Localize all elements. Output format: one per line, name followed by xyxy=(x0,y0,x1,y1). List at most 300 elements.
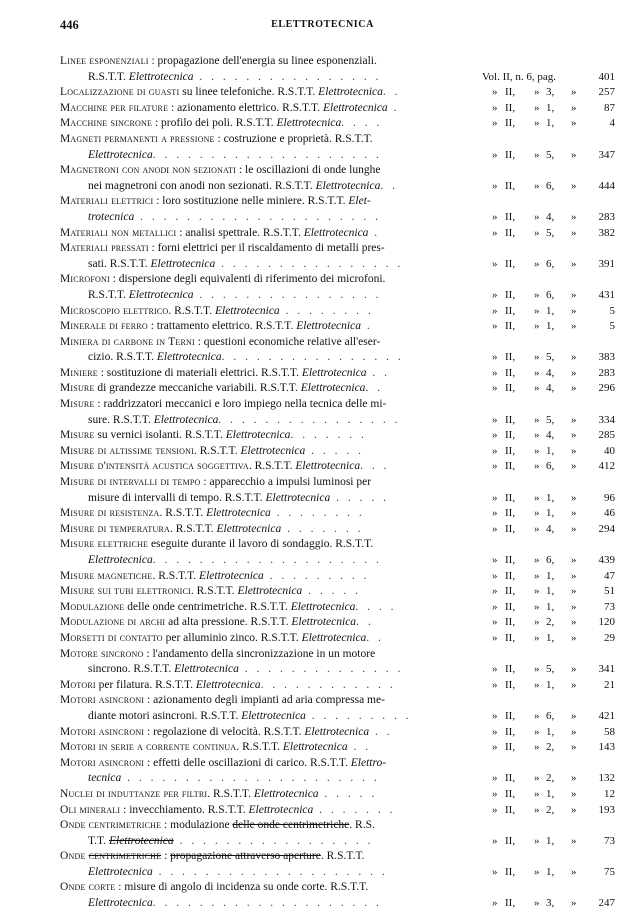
ditto-mark: » xyxy=(534,663,540,676)
reference-page: 29 xyxy=(604,631,615,644)
ditto-mark: » xyxy=(492,491,498,504)
ditto-mark: » xyxy=(534,257,540,270)
ditto-mark: » xyxy=(492,725,498,738)
ditto-mark: » xyxy=(534,585,540,598)
dot-leader: . . . . . . . . . . . . . . . . xyxy=(215,257,404,270)
reference-page: 75 xyxy=(604,865,615,878)
entry-source: Elettrotecnica xyxy=(225,429,291,442)
ditto-mark: » xyxy=(534,522,540,535)
entry-keyword: Magnetroni con anodi non sezionati xyxy=(60,164,237,177)
reference-volume: II, xyxy=(505,554,516,566)
entry-description: . R.S.T.T. xyxy=(168,304,215,317)
entry-text xyxy=(60,787,377,803)
entry-description: . R.S.T.T. xyxy=(169,522,217,535)
ditto-mark: » xyxy=(571,460,577,473)
index-entry-line xyxy=(60,70,615,86)
ditto-mark: » xyxy=(534,226,540,239)
ditto-mark: » xyxy=(571,382,577,395)
ditto-mark: » xyxy=(534,725,540,738)
entry-text xyxy=(88,709,412,725)
ditto-mark: » xyxy=(492,569,498,582)
ditto-mark: » xyxy=(571,554,577,566)
entry-keyword: Onde xyxy=(60,850,89,863)
index-entry-line xyxy=(60,865,615,881)
entry-description: : analisi spettrale. R.S.T.T. xyxy=(176,226,304,239)
reference-issue: 1, xyxy=(546,865,555,878)
ditto-mark: » xyxy=(571,631,577,644)
reference-page: 87 xyxy=(604,101,615,114)
ditto-mark: » xyxy=(571,491,577,504)
entry-text xyxy=(60,116,382,132)
ditto-mark: » xyxy=(534,491,540,504)
index-entry-line xyxy=(60,194,615,210)
entry-keyword: Misure di resistenza xyxy=(60,507,160,520)
entry-source: Elettrotecnica xyxy=(174,663,239,676)
index-entry-line xyxy=(60,756,615,772)
entry-text xyxy=(60,241,385,257)
index-entry-line xyxy=(60,803,615,819)
entry-description: : misure di angolo di incidenza su onde corte. R.S.T.T. xyxy=(115,881,369,894)
entry-keyword: Onde corte xyxy=(60,881,116,894)
reference-page: 444 xyxy=(598,179,615,192)
reference-page: 247 xyxy=(598,897,615,910)
entry-source: Elettrotecnica xyxy=(195,678,261,691)
ditto-mark: » xyxy=(534,382,540,395)
index-entry-line xyxy=(60,475,615,491)
reference-volume: II, xyxy=(505,709,516,722)
ditto-mark: » xyxy=(492,179,498,192)
ditto-mark: » xyxy=(492,257,498,270)
reference-volume: II, xyxy=(505,600,516,613)
ditto-mark: » xyxy=(492,413,498,426)
entry-keyword: Motori xyxy=(60,678,96,691)
ditto-mark: » xyxy=(571,678,577,691)
ditto-mark: » xyxy=(492,600,498,613)
ditto-mark: » xyxy=(571,663,577,676)
reference-volume: II, xyxy=(505,803,516,816)
entry-text xyxy=(60,163,380,179)
entry-source: Elettrotecnica xyxy=(318,86,383,99)
ditto-mark: » xyxy=(571,897,577,910)
reference-issue: 4, xyxy=(546,382,555,395)
entry-text xyxy=(60,101,399,117)
reference-issue: 6, xyxy=(546,257,555,270)
entry-text xyxy=(60,615,374,631)
entry-keyword: Modulazione xyxy=(60,600,125,613)
entry-keyword: Morsetti di contatto xyxy=(60,631,163,644)
entry-text xyxy=(60,631,384,647)
entry-text xyxy=(60,335,380,351)
ditto-mark: » xyxy=(571,148,577,161)
reference-issue: 5, xyxy=(546,351,555,364)
reference-issue: 4, xyxy=(546,522,555,535)
dot-leader: . . . . . . . . . . . . . . . . xyxy=(218,413,401,426)
entry-source: Elettrotecnica xyxy=(301,366,367,379)
reference-volume: II, xyxy=(505,444,516,457)
ditto-mark: » xyxy=(492,554,498,566)
ditto-mark: » xyxy=(492,616,498,629)
dot-leader: . . . . . . . . . . . . xyxy=(260,678,396,691)
entry-text xyxy=(60,85,401,101)
reference-page: 283 xyxy=(598,366,615,379)
ditto-mark: » xyxy=(571,709,577,722)
entry-keyword: Localizzazione di guasti xyxy=(60,86,180,99)
index-entry-line xyxy=(60,85,615,101)
entry-source: Elettrotecnica xyxy=(290,600,356,613)
reference-issue: 1, xyxy=(546,304,555,317)
entry-keyword: Magneti permanenti a pressione xyxy=(60,132,215,145)
dot-leader: . . . . . . . . . . . . . . . . . . . . xyxy=(152,554,382,566)
entry-text xyxy=(88,491,389,507)
dot-leader: . xyxy=(360,320,373,333)
ditto-mark: » xyxy=(571,101,577,114)
reference-page: 21 xyxy=(604,678,615,691)
index-entry-line xyxy=(60,101,615,117)
entry-source: Elettrotecnica xyxy=(296,320,361,333)
ditto-mark: » xyxy=(571,429,577,442)
reference-page: 296 xyxy=(598,382,615,395)
reference-page: 73 xyxy=(604,600,615,613)
entry-source: Elettrotecnica xyxy=(291,616,357,629)
reference-page: 257 xyxy=(598,86,615,99)
reference-page: 5 xyxy=(609,320,615,333)
reference-volume: II, xyxy=(505,787,516,800)
entry-description: : forni elettrici per il riscaldamento di metalli pres- xyxy=(148,242,385,255)
ditto-mark: » xyxy=(534,366,540,379)
reference-volume: II, xyxy=(505,288,516,301)
reference-issue: 5, xyxy=(546,226,555,239)
entry-description: . R.S.T.T. xyxy=(207,787,254,800)
ditto-mark: » xyxy=(492,382,498,395)
ditto-mark: » xyxy=(534,86,540,99)
reference-issue: 1, xyxy=(546,631,555,644)
reference-volume: II, xyxy=(505,86,516,99)
ditto-mark: » xyxy=(534,320,540,333)
entry-keyword: Materiali non metallici xyxy=(60,226,177,239)
entry-description: : xyxy=(161,850,171,863)
reference-volume: II, xyxy=(505,429,516,442)
entry-description: sincrono. R.S.T.T. xyxy=(88,663,175,676)
ditto-mark: » xyxy=(571,569,577,582)
ditto-mark: » xyxy=(571,226,577,239)
ditto-mark: » xyxy=(571,320,577,333)
dot-leader: . . . . . xyxy=(330,491,389,504)
ditto-mark: » xyxy=(571,444,577,457)
dot-leader: . . . . . xyxy=(318,787,378,800)
page-header xyxy=(60,18,585,34)
ditto-mark: » xyxy=(492,429,498,442)
dot-leader: . . . . . . . . . . . . . . xyxy=(238,663,404,676)
ditto-mark: » xyxy=(492,585,498,598)
entry-text xyxy=(60,319,373,335)
reference-page: 46 xyxy=(604,507,615,520)
entry-description: su linee telefoniche. R.S.T.T. xyxy=(179,86,319,99)
entry-text xyxy=(60,194,371,210)
index-entry-line xyxy=(60,834,615,850)
ditto-mark: » xyxy=(571,117,577,130)
dot-leader: . . xyxy=(366,631,384,644)
entry-text xyxy=(60,475,371,491)
index-entry-line xyxy=(60,709,615,725)
entry-description: : regolazione di velocità. R.S.T.T. xyxy=(144,725,305,738)
entry-keyword: Misure d'intensità acustica soggettiva xyxy=(60,460,249,473)
ditto-mark: » xyxy=(534,600,540,613)
entry-description: : l'andamento della sincronizzazione in un motore xyxy=(143,647,376,660)
reference-volume: II, xyxy=(505,117,516,130)
page-number: 446 xyxy=(60,18,79,32)
dot-leader: . . . xyxy=(360,460,390,473)
dot-leader: . . . . . . . . . . . . . . . . . . . . xyxy=(152,897,382,910)
entry-source: Elettrotecnica xyxy=(315,179,381,192)
entry-text xyxy=(88,148,382,164)
dot-leader: . . . . . . . . xyxy=(279,304,374,317)
entry-text xyxy=(60,459,389,475)
index-entry-line xyxy=(60,818,615,834)
reference-issue: 3, xyxy=(546,86,555,99)
entry-text xyxy=(60,647,375,663)
reference-page: 283 xyxy=(598,210,615,223)
reference-page: 5 xyxy=(609,304,615,317)
ditto-mark: » xyxy=(571,585,577,598)
ditto-mark: » xyxy=(492,772,498,785)
index-entry-line xyxy=(60,491,615,507)
entry-source: Elettrotecnica xyxy=(206,507,271,520)
reference-volume: II, xyxy=(505,179,516,192)
entry-description: di grandezze meccaniche variabili. R.S.T.T. xyxy=(94,382,301,395)
ditto-mark: » xyxy=(534,709,540,722)
ditto-mark: » xyxy=(492,741,498,754)
dot-leader: . . . . . xyxy=(302,585,361,598)
index-entry-line xyxy=(60,569,615,585)
entry-keyword: Microscopio elettrico xyxy=(60,304,169,317)
dot-leader: . . . . . . . . . . . . . . . . xyxy=(221,351,404,364)
reference-issue: 1, xyxy=(546,834,555,847)
dot-leader: . . . . . . . xyxy=(281,522,364,535)
entry-keyword: Misure magnetiche xyxy=(60,569,153,582)
entry-description: misure di intervalli di tempo. R.S.T.T. xyxy=(88,491,266,504)
index-entry-line xyxy=(60,678,615,694)
reference-volume: II, xyxy=(505,897,516,910)
reference-volume: II, xyxy=(505,413,516,426)
dot-leader: . . xyxy=(356,616,374,629)
entry-description: . R.S.T.T. xyxy=(190,585,238,598)
dot-leader: . . . . . . . . . . . . . . . . xyxy=(193,70,382,83)
reference-page: 431 xyxy=(598,288,615,301)
index-entry-line xyxy=(60,444,615,460)
ditto-mark: » xyxy=(534,865,540,878)
index-entry-line xyxy=(60,506,615,522)
ditto-mark: » xyxy=(492,631,498,644)
entry-keyword: Motori in serie a corrente continua xyxy=(60,741,237,754)
reference-page: 382 xyxy=(598,226,615,239)
reference-page: 132 xyxy=(598,772,615,785)
entry-source: Elettrotecnica xyxy=(248,803,314,816)
reference-page: 334 xyxy=(598,413,615,426)
entry-text xyxy=(60,366,390,382)
ditto-mark: » xyxy=(534,148,540,161)
reference-issue: 1, xyxy=(546,787,555,800)
reference-page: 96 xyxy=(604,491,615,504)
entry-description: delle onde centrimetriche xyxy=(232,819,350,832)
reference-page: 412 xyxy=(598,460,615,473)
reference-volume: II, xyxy=(505,101,516,114)
entry-source: Elettrotecnica xyxy=(128,288,194,301)
dot-leader: . . . . . . . . . . . . . . . . . . . . xyxy=(152,148,382,161)
dot-leader: . xyxy=(387,101,400,114)
entry-description: per filatura. R.S.T.T. xyxy=(95,678,196,691)
entry-description: : costruzione e proprietà. R.S.T.T. xyxy=(214,132,373,145)
entry-text xyxy=(60,444,364,460)
reference-page: 341 xyxy=(598,663,615,676)
index-entry-line xyxy=(60,397,615,413)
index-entry-line xyxy=(60,350,615,366)
ditto-mark: » xyxy=(534,210,540,223)
entry-description: : apparecchio a impulsi luminosi per xyxy=(200,476,372,489)
entry-text xyxy=(88,288,382,304)
entry-text xyxy=(60,304,374,320)
entry-keyword: Miniere xyxy=(60,366,98,379)
reference-volume: II, xyxy=(505,585,516,598)
ditto-mark: » xyxy=(492,460,498,473)
ditto-mark: » xyxy=(534,101,540,114)
index-entry-line xyxy=(60,319,615,335)
index-entry-line xyxy=(60,631,615,647)
entry-text xyxy=(88,896,382,912)
ditto-mark: » xyxy=(571,507,577,520)
entry-keyword: Oli minerali xyxy=(60,803,121,816)
reference-page: 347 xyxy=(598,148,615,161)
dot-leader: . . . . . . . . . . . . . . . . . . . . . . xyxy=(121,772,380,785)
reference-issue: 4, xyxy=(546,366,555,379)
reference-volume: II, xyxy=(505,382,516,395)
entry-keyword: Misure di intervalli di tempo xyxy=(60,476,201,489)
entry-description: . R.S. xyxy=(349,819,375,832)
reference-volume: II, xyxy=(505,569,516,582)
entry-source: Elettrotecnica xyxy=(214,304,280,317)
entry-source: Elettrotecnica xyxy=(304,725,370,738)
reference-page: 391 xyxy=(598,257,615,270)
reference-volume: II, xyxy=(505,834,516,847)
reference-volume: II, xyxy=(505,865,516,878)
index-entry-line xyxy=(60,693,615,709)
ditto-mark: » xyxy=(571,803,577,816)
entry-text xyxy=(60,569,370,585)
entry-text xyxy=(60,756,386,772)
reference-page: 421 xyxy=(598,709,615,722)
index-entry-line xyxy=(60,304,615,320)
entry-source: Elettrotecnica xyxy=(88,865,153,878)
index-entries xyxy=(60,54,615,912)
reference-issue: 2, xyxy=(546,741,555,754)
entry-text xyxy=(88,834,373,850)
reference-volume: II, xyxy=(505,210,516,223)
entry-text xyxy=(60,725,393,741)
reference-volume: II, xyxy=(505,772,516,785)
entry-keyword: Motori asincroni xyxy=(60,694,145,707)
ditto-mark: » xyxy=(534,413,540,426)
entry-description: : loro sostituzione nelle miniere. R.S.T.T. xyxy=(153,195,349,208)
ditto-mark: » xyxy=(571,865,577,878)
reference-issue: 1, xyxy=(546,491,555,504)
entry-source: Elettrotecnica xyxy=(301,631,367,644)
entry-source: Elettrotecnica xyxy=(88,554,153,566)
index-entry-line xyxy=(60,600,615,616)
reference-issue: 6, xyxy=(546,288,555,301)
entry-description: : invecchiamento. R.S.T.T. xyxy=(120,803,249,816)
entry-text xyxy=(60,693,385,709)
reference-volume: II, xyxy=(505,616,516,629)
dot-leader: . . . . xyxy=(341,117,383,130)
entry-source: Elettrotecnica xyxy=(88,148,153,161)
index-entry-line xyxy=(60,740,615,756)
entry-keyword: Linee esponenziali xyxy=(60,55,149,67)
reference-page: 51 xyxy=(604,585,615,598)
dot-leader: . . xyxy=(382,86,401,99)
reference-volume: II, xyxy=(505,663,516,676)
reference-issue: 6, xyxy=(546,179,555,192)
dot-leader: . . xyxy=(365,382,384,395)
entry-description: : raddrizzatori meccanici e loro impiego nella tecnica delle mi- xyxy=(94,398,387,411)
ditto-mark: » xyxy=(492,663,498,676)
reference-issue: 1, xyxy=(546,101,555,114)
entry-keyword: Misure xyxy=(60,382,95,395)
entry-source: Elettrotecnica xyxy=(276,117,342,130)
index-entry-line xyxy=(60,288,615,304)
ditto-mark: » xyxy=(534,507,540,520)
reference-issue: 1, xyxy=(546,585,555,598)
entry-text xyxy=(60,600,397,616)
entry-description: : modulazione xyxy=(161,819,233,832)
ditto-mark: » xyxy=(534,288,540,301)
entry-description: : effetti delle oscillazioni di carico. R.S.T.T. xyxy=(144,756,351,769)
index-entry-line xyxy=(60,54,615,70)
entry-keyword: Misure di temperatura xyxy=(60,522,170,535)
entry-description: ad alta pressione. R.S.T.T. xyxy=(165,616,292,629)
entry-description: T.T. xyxy=(88,834,109,847)
ditto-mark: » xyxy=(534,554,540,566)
reference-issue: 1, xyxy=(546,320,555,333)
index-entry-line xyxy=(60,116,615,132)
ditto-mark: » xyxy=(571,257,577,270)
entry-text xyxy=(60,226,380,242)
entry-keyword: Misure elettriche xyxy=(60,538,149,551)
reference-volume: II, xyxy=(505,460,516,473)
reference-page: 73 xyxy=(604,834,615,847)
reference-volume: II, xyxy=(505,507,516,520)
reference-page: 12 xyxy=(604,787,615,800)
ditto-mark: » xyxy=(534,117,540,130)
entry-source: trotecnica xyxy=(88,210,135,223)
entry-text xyxy=(88,413,401,429)
index-entry-line xyxy=(60,241,615,257)
entry-text xyxy=(60,803,396,819)
entry-text xyxy=(60,381,383,397)
entry-source: Elettrotecnica xyxy=(199,569,264,582)
entry-text xyxy=(60,740,371,756)
ditto-mark: » xyxy=(492,865,498,878)
entry-source: Elettrotecnica xyxy=(300,382,366,395)
dot-leader: . . . . . xyxy=(305,444,364,457)
entry-keyword: Motore sincrono xyxy=(60,647,144,660)
entry-text xyxy=(88,553,382,569)
entry-description: . R.S.T.T. xyxy=(236,741,283,754)
ditto-mark: » xyxy=(492,351,498,364)
dot-leader: . . xyxy=(380,179,398,192)
entry-text xyxy=(88,179,398,195)
reference-page: 4 xyxy=(609,117,615,130)
reference-issue: 3, xyxy=(546,897,555,910)
reference-volume: II, xyxy=(505,226,516,239)
